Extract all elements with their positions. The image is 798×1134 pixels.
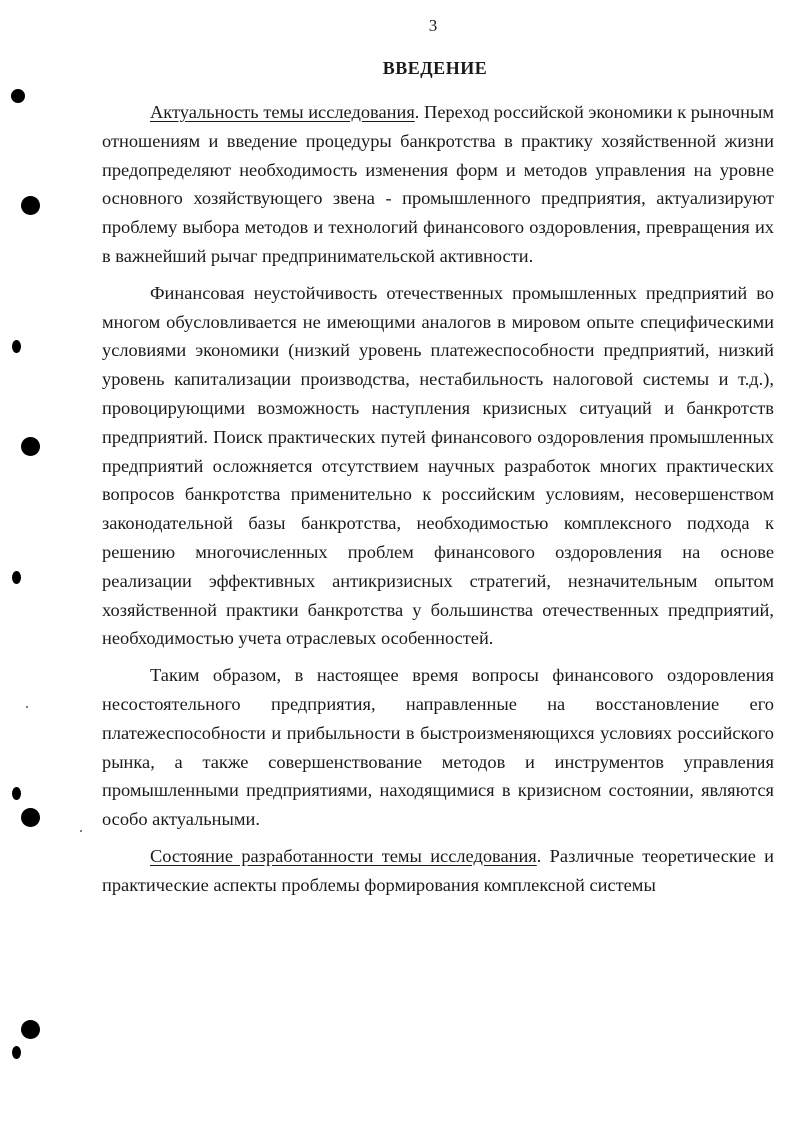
document-body	[102, 98, 774, 900]
state-of-research-text: . Различные теоретические и практические аспекты проблемы формирования комплексной системы	[102, 845, 775, 895]
scan-speck	[26, 706, 28, 708]
paragraph-relevance	[102, 98, 774, 271]
binder-hole	[12, 787, 21, 800]
page-number: 3	[428, 16, 438, 35]
binder-hole	[21, 437, 40, 456]
paragraph-state-of-research	[102, 842, 774, 900]
conclusion-text: Таким образом, в настоящее время вопросы финансового оздоровления несостоятельного предприятия, направленные на восстановление его платежеспособности и прибыльности в быстроизменяющихся условиях российского рынка, а также совершенствование методов и инструментов управления промышленными предприятиями, находящимися в кризисном состоянии, являются особо актуальными.	[102, 665, 774, 830]
paragraph-instability	[102, 279, 774, 653]
binder-hole	[12, 571, 21, 584]
paragraph-conclusion	[102, 661, 774, 834]
state-of-research-lead: Состояние разработанности темы исследования	[150, 845, 537, 866]
section-heading: ВВЕДЕНИЕ	[382, 58, 488, 78]
binder-hole	[11, 89, 25, 103]
relevance-text: . Переход российской экономики к рыночным отношениям и введение процедуры банкротства в практику хозяйственной жизни предопределяют необходимость изменения форм и методов управления на уровне основного хозяйствующего звена - промышленного предприятия, актуализируют проблему выбора методов и технологий финансового оздоровления, превращения их в важнейший рычаг предпринимательской активности.	[102, 102, 774, 266]
instability-text: Финансовая неустойчивость отечественных промышленных предприятий во многом обусловливается не имеющими аналогов в мировом опыте специфическими условиями экономики (низкий уровень платежеспособности предприятий, низкий уровень капитализации производства, нестабильность налоговой системы и т.д.), провоцирующими возможность наступления кризисных ситуаций и банкротств предприятий. Поиск практических путей финансового оздоровления промышленных предприятий осложняется отсутствием научных разработок многих практических вопросов банкротства применительно к российским условиям, несовершенством законодательной базы банкротства, необходимостью комплексного подхода к решению многочисленных проблем финансового оздоровления на основе реализации эффективных антикризисных стратегий, незначительным опытом хозяйственной практики банкротства у большинства отечественных предприятий, необходимостью учета отраслевых особенностей.	[102, 282, 774, 649]
binder-hole	[21, 1020, 40, 1039]
binder-hole	[21, 196, 40, 215]
binder-hole	[21, 808, 40, 827]
binder-hole	[12, 1046, 21, 1059]
scan-speck	[80, 830, 82, 832]
binder-hole	[12, 340, 21, 353]
relevance-lead: Актуальность темы исследования	[150, 102, 415, 122]
